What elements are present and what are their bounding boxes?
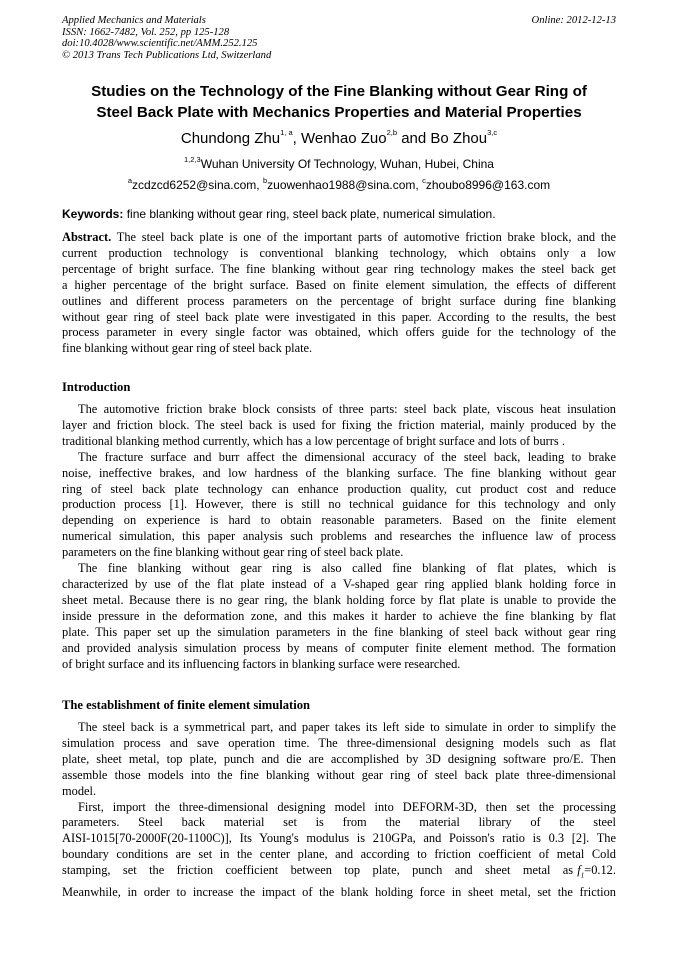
email-b: zuowenhao1988@sina.com, [267,178,423,192]
title-line-1: Studies on the Technology of the Fine Blanking without Gear Ring of [91,83,587,100]
paragraph-line: simulation process and save operation time. The three-dimensional designing models such as flat [62,735,616,750]
copyright-line: © 2013 Trans Tech Publications Ltd, Switzerland [62,49,272,61]
paragraph-line: noise, ineffective brakes, and low hardness of the blanking surface. The fine blanking without gear [62,465,616,480]
paragraph-line: boundary conditions are set in the center plane, and according to friction coefficient of metal Cold [62,847,616,862]
abstract-line: current production technology is conventional blanking technology, which obtains only a low [62,245,616,260]
abstract-line: fine blanking without gear ring of steel back plate. [62,341,313,356]
paragraph-line: of bright surface and its influencing factors in blanking surface were researched. [62,656,461,671]
establishment-body [62,720,616,900]
paragraph-line: production process [1]. However, there is still no technical guidance for this technology and only [62,497,616,512]
paragraph-line: The fracture surface and burr affect the dimensional accuracy of the steel back, leading to brake [78,449,616,464]
abstract-line: without gear ring of steel back plate were investigated in this paper. According to the results, the best [62,309,616,324]
author-1: Chundong Zhu [180,130,281,147]
doi-line: doi:10.4028/www.scientific.net/AMM.252.125 [62,38,258,50]
abstract-line: outlines and different process parameters on the percentage of bright surface during fine blanking [62,293,616,308]
paragraph-line: plate. This paper set up the simulation parameters in the fine blanking of steel back without gear ring [62,624,616,639]
abstract-label: Abstract. [62,230,112,244]
author-2: , Wenhao Zuo [292,130,387,147]
keywords [62,207,496,221]
paper-title [62,81,616,123]
establishment-heading: The establishment of finite element simulation [62,698,311,712]
paragraph-line: model. [62,783,97,798]
email-c-sup: c [422,176,426,185]
paragraph-line: and provided analysis simulation process by means of computer finite element method. The formation [62,640,616,655]
paragraph-line: numerical simulation, this paper analysis such problems and researches the influence law of process [62,529,616,544]
abstract-line: a higher percentage of the bright surface. Based on finite element simulation, the effects of different [62,277,616,292]
email-list [62,178,616,192]
paragraph-line: layer and friction block. The steel back is used for fixing the friction material, mainly produced by the [62,417,616,432]
journal-name: Applied Mechanics and Materials [62,15,206,26]
paragraph-line: parameters. Steel back material set is from the material library of the steel [62,815,616,830]
paragraph-line: sheet metal. Because there is no gear ring, the blank holding force by flat plate is unable to provide the [62,592,616,607]
email-c: zhoubo8996@163.com [425,178,551,192]
introduction-heading: Introduction [62,380,131,394]
paragraph-line: plate, sheet metal, top plate, punch and die are accomplished by 3D designing software pro/E. Then [62,751,616,766]
abstract-line: percentage of bright surface. The fine blanking without gear ring technology makes the steel back get [62,261,616,276]
author-2-affil: 2,b [386,128,398,137]
abstract-line: process parameter in every single factor was obtained, which offers guide for the technology of the [62,325,616,340]
paragraph-line: assemble those models into the fine blanking without gear ring of steel back plate three-dimensional [62,767,616,782]
email-a-sup: a [127,176,133,185]
paragraph-line: traditional blanking method currently, which has a low percentage of bright surface and lots of burrs . [62,433,565,448]
paragraph-line: characterized by use of the flat plate instead of a V-shaped gear ring applied blank holding force in [62,576,616,591]
paragraph-line: The automotive friction brake block consists of three parts: steel back plate, viscous heat insulation [78,402,616,416]
author-3-affil: 3,c [487,128,498,137]
paragraph-line: Meanwhile, in order to increase the impact of the blank holding force in sheet metal, set the friction [62,884,616,899]
paragraph-line: parameters on the fine blanking without gear ring of steel back plate. [62,545,404,560]
abstract [62,230,616,357]
paragraph-line: ring of steel back plate technology can enhance production quality, cut product cost and reduce [62,481,616,496]
paragraph-line: The fine blanking without gear ring is also called fine blanking of flat plates, which is [78,561,616,576]
affiliation-sup: 1,2,3 [184,155,201,164]
abstract-line: Abstract. The steel back plate is one of the important parts of automotive friction brake block, and the [62,230,616,244]
paragraph-line: inside pressure in the deformation zone, and this makes it harder to achieve the fine blanking by flat [62,608,616,623]
affiliation-text: Wuhan University Of Technology, Wuhan, Hubei, China [200,157,494,171]
friction-formula: $f_1$ [577,863,585,880]
email-a: zcdzcd6252@sina.com, [132,178,263,192]
email-b-sup: b [262,176,268,185]
keywords-text: fine blanking without gear ring, steel back plate, numerical simulation. [123,207,496,221]
online-date: Online: 2012-12-13 [531,15,616,26]
introduction-body [62,402,616,672]
affiliation [62,157,616,171]
paragraph-line: depending on experience is hard to obtain reasonable parameters. Based on the finite element [62,513,616,528]
author-3: and Bo Zhou [397,130,488,147]
title-line-2: Steel Back Plate with Mechanics Properties and Material Properties [96,104,582,121]
issn-line: ISSN: 1662-7482, Vol. 252, pp 125-128 [62,26,230,38]
paragraph-line: First, import the three-dimensional designing model into DEFORM-3D, then set the processing [78,799,616,814]
paragraph-line: stamping, set the friction coefficient between top plate, punch and sheet metal as $f_1=0.12$. [62,863,616,880]
author-list [62,130,616,147]
author-1-affil: 1, a [280,128,293,137]
paragraph-line: AISI-1015[70-2000F(20-1100C)], Its Young's modulus is 210GPa, and Poisson's ratio is 0.3 [2]. The [62,831,616,846]
keywords-label: Keywords: [62,207,124,221]
paragraph-line: The steel back is a symmetrical part, and paper takes its left side to simulate in order to simplify the [78,720,616,734]
